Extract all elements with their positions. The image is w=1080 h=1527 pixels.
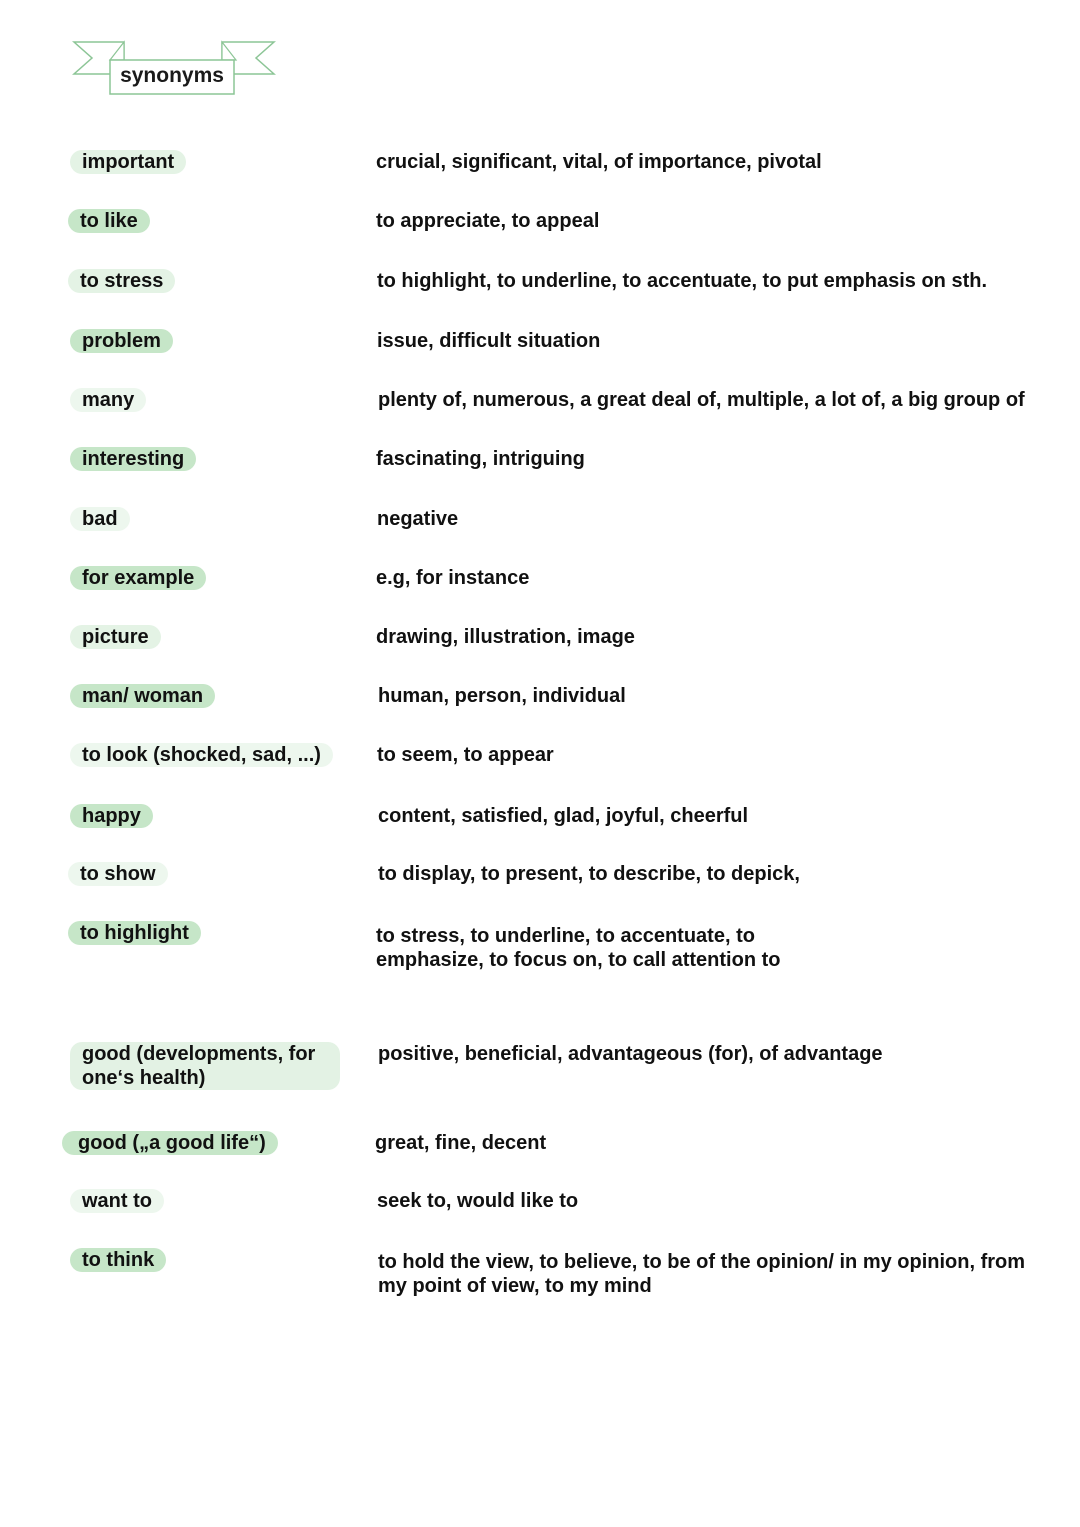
synonyms-text: to hold the view, to believe, to be of the opinion/ in my opinion, from my point of view, to my mind	[378, 1251, 1026, 1297]
synonyms-text: fascinating, intriguing	[376, 448, 585, 470]
term-label: to highlight	[68, 921, 201, 945]
synonyms-text: to stress, to underline, to accentuate, to emphasize, to focus on, to call attention to	[376, 925, 781, 971]
term-label: want to	[70, 1189, 164, 1213]
synonyms-text: to appreciate, to appeal	[376, 210, 600, 232]
term-label: to look (shocked, sad, ...)	[70, 743, 333, 767]
term-label: to think	[70, 1248, 166, 1272]
synonyms-text: drawing, illustration, image	[376, 626, 635, 648]
term-label: man/ woman	[70, 684, 215, 708]
term-label: many	[70, 388, 146, 412]
term-label: picture	[70, 625, 161, 649]
term-label: good (developments, for one‘s health)	[70, 1042, 340, 1090]
term-label: for example	[70, 566, 206, 590]
term-label: to stress	[68, 269, 175, 293]
synonyms-text: issue, difficult situation	[377, 330, 601, 352]
page-title: synonyms	[120, 64, 224, 87]
synonyms-text: e.g, for instance	[376, 567, 530, 589]
title-banner	[70, 38, 280, 100]
term-label: to show	[68, 862, 168, 886]
synonyms-text: plenty of, numerous, a great deal of, multiple, a lot of, a big group of	[378, 389, 1025, 411]
synonyms-text: to seem, to appear	[377, 744, 554, 766]
synonyms-text: human, person, individual	[378, 685, 626, 707]
term-label: problem	[70, 329, 173, 353]
term-label: bad	[70, 507, 130, 531]
synonyms-text: great, fine, decent	[375, 1132, 547, 1154]
term-label: important	[70, 150, 186, 174]
synonyms-text: positive, beneficial, advantageous (for), of advantage	[378, 1043, 883, 1065]
synonyms-text: to display, to present, to describe, to depick,	[378, 863, 800, 885]
synonyms-text: seek to, would like to	[377, 1190, 579, 1212]
term-label: interesting	[70, 447, 196, 471]
synonyms-text: content, satisfied, glad, joyful, cheerful	[378, 805, 749, 827]
synonyms-text: crucial, significant, vital, of importance, pivotal	[376, 151, 822, 173]
term-label: happy	[70, 804, 153, 828]
term-label: to like	[68, 209, 150, 233]
term-label: good („a good life“)	[62, 1131, 278, 1155]
synonyms-text: to highlight, to underline, to accentuate, to put emphasis on sth.	[377, 270, 988, 292]
synonyms-text: negative	[377, 508, 459, 530]
